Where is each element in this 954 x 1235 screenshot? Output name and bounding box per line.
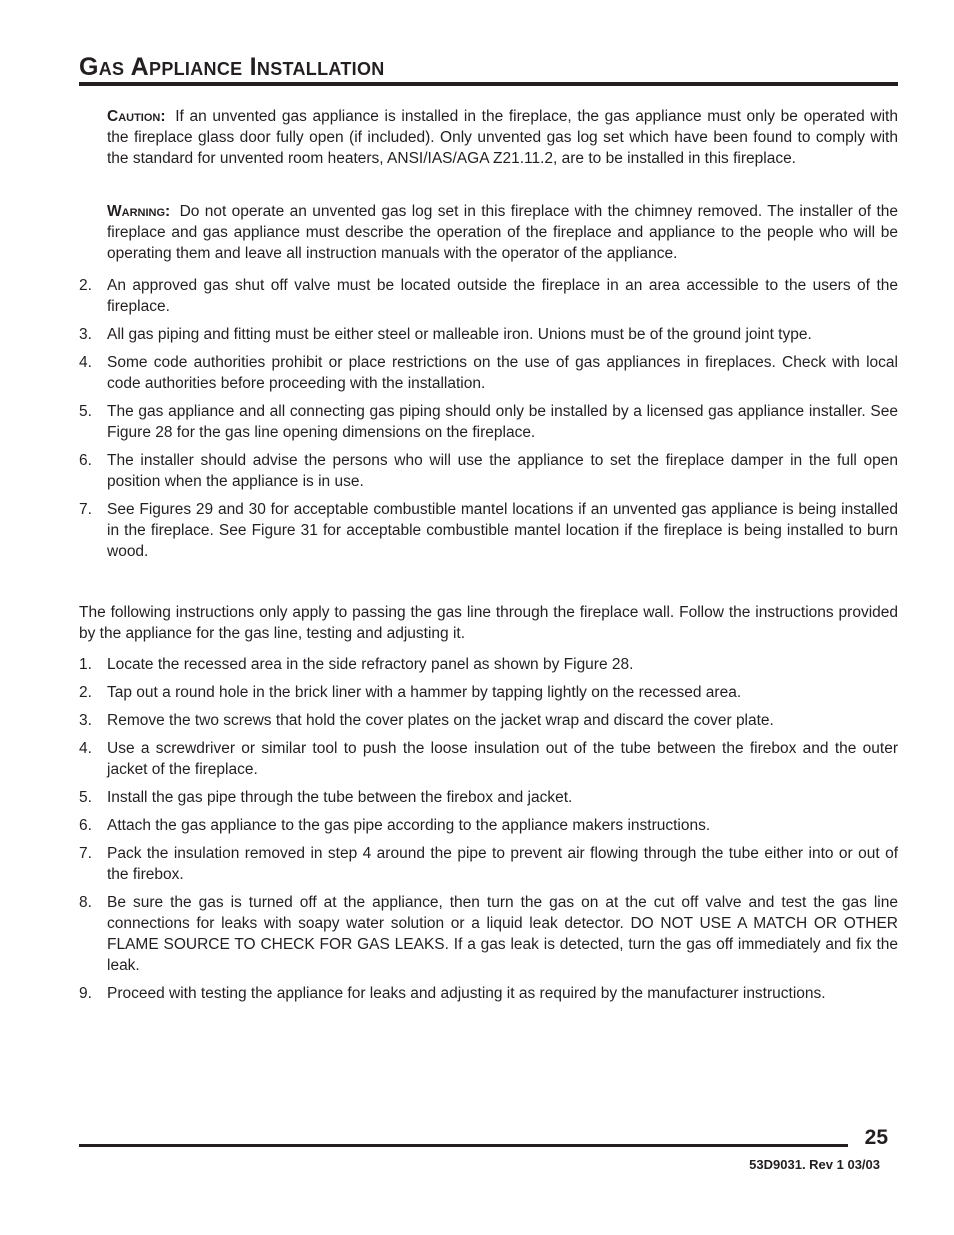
list-item	[79, 682, 898, 703]
warning-label: Warning:	[107, 203, 171, 220]
list-item	[79, 983, 898, 1004]
list-item-number: 3.	[79, 712, 92, 729]
list-item-text: Attach the gas appliance to the gas pipe according to the appliance makers instructions.	[107, 817, 711, 834]
list-item	[79, 738, 898, 780]
list-item	[79, 275, 898, 317]
list-item-number: 6.	[79, 817, 92, 834]
list-item-number: 3.	[79, 326, 92, 343]
list-item-number: 4.	[79, 354, 92, 371]
list-item-text: Use a screwdriver or similar tool to push the loose insulation out of the tube between the firebox and the outer jacket of the fireplace.	[107, 740, 898, 778]
list-item	[79, 324, 898, 345]
list-item-number: 7.	[79, 845, 92, 862]
title-underline	[79, 82, 898, 86]
list-item	[79, 401, 898, 443]
list-item-text: Proceed with testing the appliance for leaks and adjusting it as required by the manufacturer instructions.	[107, 985, 826, 1002]
list-item	[79, 787, 898, 808]
list-item-number: 5.	[79, 403, 92, 420]
intro-paragraph: The following instructions only apply to passing the gas line through the fireplace wall. Follow the instructions provided by the appliance for the gas line, testing and adjusting it.	[79, 604, 898, 642]
list-item-text: Install the gas pipe through the tube between the firebox and jacket.	[107, 789, 573, 806]
list-item	[79, 352, 898, 394]
installation-steps-list	[79, 654, 898, 1011]
list-item-number: 6.	[79, 452, 92, 469]
list-item	[79, 815, 898, 836]
warning-text: Do not operate an unvented gas log set in this fireplace with the chimney removed. The installer of the fireplace and gas appliance must describe the operation of the fireplace and appliance to the people who will be operating them and leave all instruction manuals with the operator of the appliance.	[107, 203, 898, 262]
list-item-number: 9.	[79, 985, 92, 1002]
list-item-text: The gas appliance and all connecting gas piping should only be installed by a licensed gas appliance installer. See Figure 28 for the gas line opening dimensions on the fireplace.	[107, 403, 898, 441]
list-item-number: 1.	[79, 656, 92, 673]
caution-text: If an unvented gas appliance is installed in the fireplace, the gas appliance must only be operated with the fireplace glass door fully open (if included). Only unvented gas log set which have been found to comply with the standard for unvented room heaters, ANSI/IAS/AGA Z21.11.2, are to be installed in this fireplace.	[107, 108, 898, 167]
list-item	[79, 450, 898, 492]
caution-label: Caution:	[107, 108, 166, 125]
list-item-text: Tap out a round hole in the brick liner with a hammer by tapping lightly on the recessed area.	[107, 684, 742, 701]
list-item-number: 7.	[79, 501, 92, 518]
list-item-text: Remove the two screws that hold the cover plates on the jacket wrap and discard the cover plate.	[107, 712, 774, 729]
list-item-text: All gas piping and fitting must be either steel or malleable iron. Unions must be of the ground joint type.	[107, 326, 812, 343]
list-item	[79, 710, 898, 731]
requirements-list	[79, 275, 898, 569]
list-item	[79, 892, 898, 976]
list-item-number: 2.	[79, 684, 92, 701]
list-item-text: An approved gas shut off valve must be located outside the fireplace in an area accessible to the users of the fireplace.	[107, 277, 898, 315]
page-number: 25	[864, 1126, 888, 1149]
list-item	[79, 654, 898, 675]
list-item-text: The installer should advise the persons who will use the appliance to set the fireplace damper in the full open position when the appliance is in use.	[107, 452, 898, 490]
list-item-text: Be sure the gas is turned off at the appliance, then turn the gas on at the cut off valve and test the gas line connections for leaks with soapy water solution or a liquid leak detector. DO NOT USE A MATCH OR OTHER FLAME SOURCE TO CHECK FOR GAS LEAKS. If a gas leak is detected, turn the gas off immediately and fix the leak.	[107, 894, 898, 974]
document-code: 53D9031. Rev 1 03/03	[749, 1157, 880, 1172]
footer-rule	[79, 1144, 848, 1147]
list-item-text: Pack the insulation removed in step 4 around the pipe to prevent air flowing through the tube either into or out of the firebox.	[107, 845, 898, 883]
list-item	[79, 499, 898, 562]
list-item	[79, 843, 898, 885]
list-item-number: 8.	[79, 894, 92, 911]
list-item-number: 4.	[79, 740, 92, 757]
list-item-text: See Figures 29 and 30 for acceptable combustible mantel locations if an unvented gas appliance is being installed in the fireplace. See Figure 31 for acceptable combustible mantel location if the fireplace is being installed to burn wood.	[107, 501, 898, 560]
list-item-number: 2.	[79, 277, 92, 294]
caution-note	[107, 106, 898, 169]
page-title: Gas Appliance Installation	[79, 53, 385, 81]
list-item-text: Locate the recessed area in the side refractory panel as shown by Figure 28.	[107, 656, 634, 673]
list-item-text: Some code authorities prohibit or place restrictions on the use of gas appliances in fireplaces. Check with local code authorities before proceeding with the installation.	[107, 354, 898, 392]
list-item-number: 5.	[79, 789, 92, 806]
warning-note	[107, 201, 898, 264]
